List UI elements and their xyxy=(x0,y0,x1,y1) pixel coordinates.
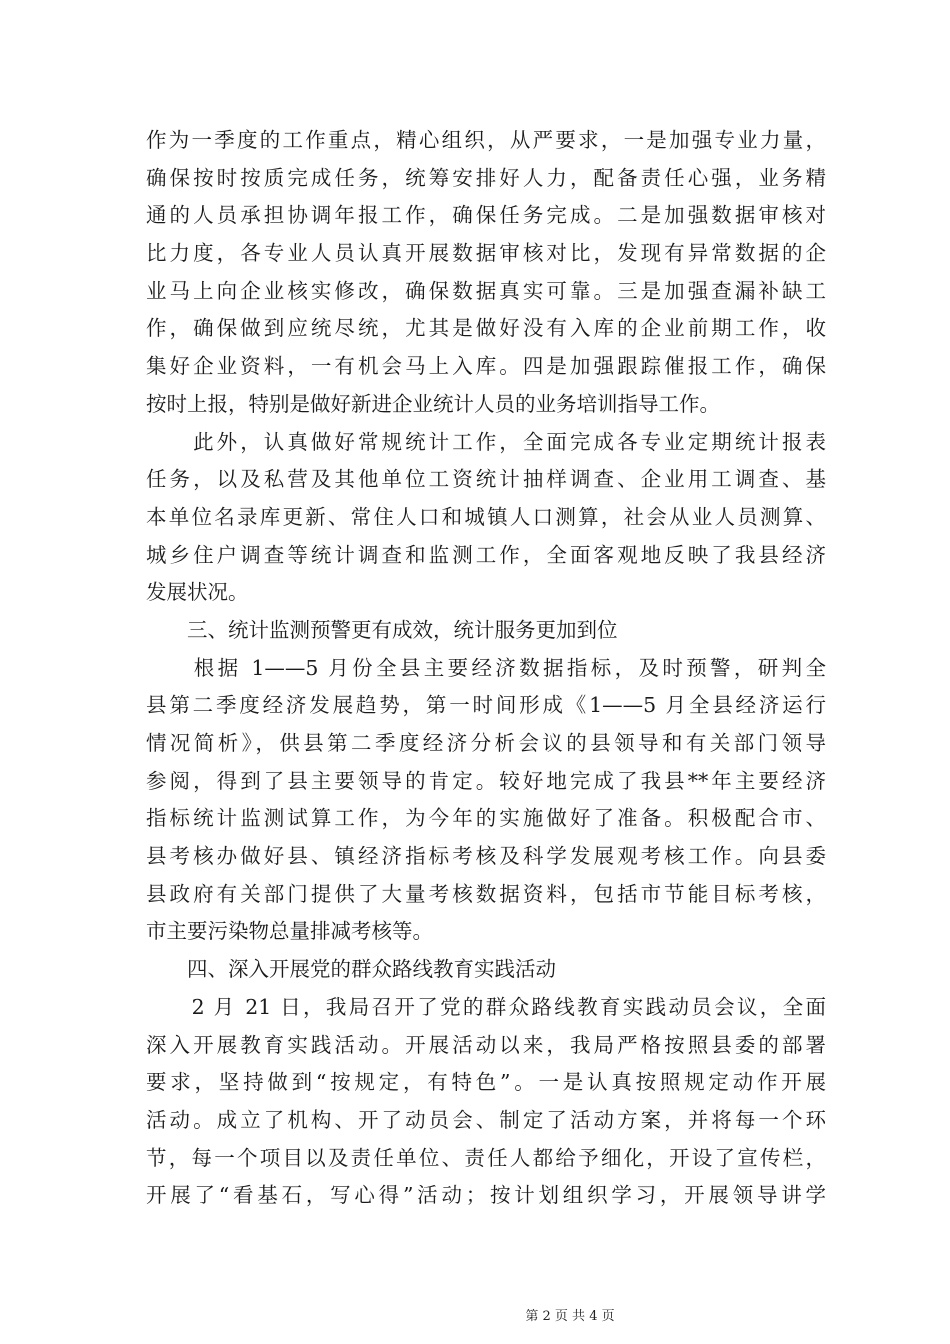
text-line: 要求，坚持做到“按规定，有特色”。一是认真按照规定动作开展 xyxy=(146,1070,826,1095)
text-line: 根据 1——5 月份全县主要经济数据指标，及时预警，研判全 xyxy=(146,655,826,680)
page-footer: 第 2 页 共 4 页 xyxy=(525,1309,615,1324)
text-line: 任务，以及私营及其他单位工资统计抽样调查、企业用工调查、基 xyxy=(146,467,826,492)
text-line: 县政府有关部门提供了大量考核数据资料，包括市节能目标考核， xyxy=(146,881,826,906)
text-line: 情况简析》，供县第二季度经济分析会议的县领导和有关部门领导 xyxy=(146,731,826,755)
text-line: 业马上向企业核实修改，确保数据真实可靠。三是加强查漏补缺工 xyxy=(146,278,826,303)
text-line: 本单位名录库更新、常住人口和城镇人口测算，社会从业人员测算、 xyxy=(146,504,826,529)
text-line: 县第二季度经济发展趋势，第一时间形成《1——5 月全县经济运行 xyxy=(146,693,826,718)
text-line: 比力度，各专业人员认真开展数据审核对比，发现有异常数据的企 xyxy=(146,241,826,266)
text-line: 三、统计监测预警更有成效，统计服务更加到位 xyxy=(146,617,618,642)
text-line: 节，每一个项目以及责任单位、责任人都给予细化，开设了宣传栏， xyxy=(146,1145,826,1170)
text-line: 确保按时按质完成任务，统筹安排好人力，配备责任心强，业务精 xyxy=(146,165,826,190)
text-line: 通的人员承担协调年报工作，确保任务完成。二是加强数据审核对 xyxy=(146,203,826,228)
text-line: 按时上报，特别是做好新进企业统计人员的业务培训指导工作。 xyxy=(146,391,720,416)
text-line: 参阅，得到了县主要领导的肯定。较好地完成了我县**年主要经济 xyxy=(146,768,826,793)
text-line: 开展了“看基石，写心得”活动；按计划组织学习，开展领导讲学 xyxy=(146,1183,826,1208)
text-line: 活动。成立了机构、开了动员会、制定了活动方案，并将每一个环 xyxy=(146,1107,826,1132)
text-line: 2 月 21 日，我局召开了党的群众路线教育实践动员会议，全面 xyxy=(146,994,826,1019)
text-line: 此外，认真做好常规统计工作，全面完成各专业定期统计报表 xyxy=(146,429,826,454)
text-line: 城乡住户调查等统计调查和监测工作，全面客观地反映了我县经济 xyxy=(146,542,826,567)
text-line: 市主要污染物总量排减考核等。 xyxy=(146,919,433,944)
body-text xyxy=(146,122,826,1215)
text-line: 深入开展教育实践活动。开展活动以来，我局严格按照县委的部署 xyxy=(146,1032,826,1057)
text-line: 指标统计监测试算工作，为今年的实施做好了准备。积极配合市、 xyxy=(146,806,826,831)
text-line: 作为一季度的工作重点，精心组织，从严要求，一是加强专业力量， xyxy=(146,128,826,152)
text-line: 四、深入开展党的群众路线教育实践活动 xyxy=(146,957,556,982)
text-line: 集好企业资料，一有机会马上入库。四是加强跟踪催报工作，确保 xyxy=(146,354,826,379)
text-line: 县考核办做好县、镇经济指标考核及科学发展观考核工作。向县委 xyxy=(146,844,826,869)
text-line: 作，确保做到应统尽统，尤其是做好没有入库的企业前期工作，收 xyxy=(146,316,826,341)
text-line: 发展状况。 xyxy=(146,580,249,605)
